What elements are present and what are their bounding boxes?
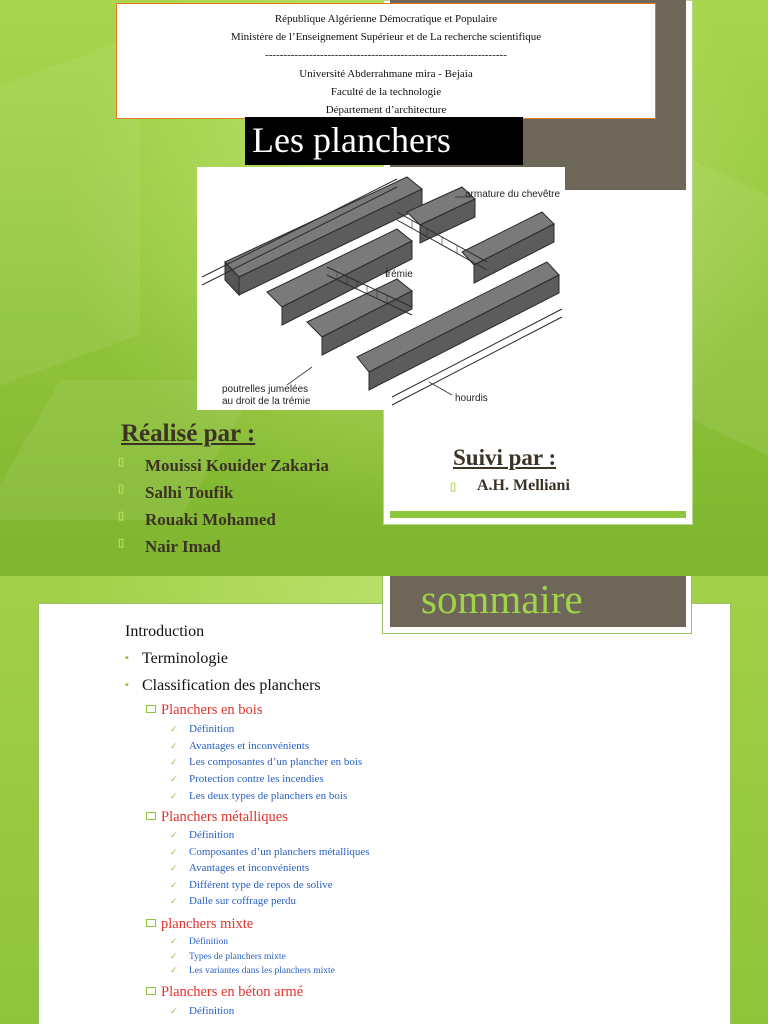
toc-subitem-label: Définition	[189, 723, 235, 735]
toc-subitem	[170, 773, 324, 785]
check-icon: ✓	[170, 936, 178, 946]
author-name: Salhi Toufik	[145, 483, 234, 502]
institution-header	[116, 3, 656, 119]
sommaire-slide	[0, 576, 768, 1024]
box-bullet-icon	[146, 812, 156, 820]
bullet-icon: ▯	[118, 483, 125, 495]
square-bullet-icon: ▪	[125, 679, 129, 691]
toc-subitem-label: Protection contre les incendies	[189, 773, 324, 785]
label-hourdis: hourdis	[455, 393, 488, 404]
header-line-university: Université Abderrahmane mira - Bejaia	[299, 67, 473, 80]
toc-subitem	[170, 829, 234, 841]
toc-planchers-bois	[146, 702, 262, 719]
toc-subitem-label: Types de planchers mixte	[189, 952, 286, 962]
label-armature: armature du chevêtre	[465, 189, 561, 200]
floor-diagram-illustration	[197, 167, 565, 410]
toc-terminologie	[125, 650, 228, 668]
suivi-par-heading: Suivi par :	[453, 445, 557, 470]
toc-section-label: planchers mixte	[161, 916, 254, 932]
realise-par-heading: Réalisé par :	[121, 420, 256, 447]
author-name: Nair Imad	[145, 537, 221, 556]
list-item	[118, 452, 329, 479]
author-name: Mouissi Kouider Zakaria	[145, 456, 329, 475]
toc-subitem-label: Les composantes d’un plancher en bois	[189, 756, 363, 768]
supervisor-item	[450, 477, 570, 497]
toc-subitem-label: Les deux types de planchers en bois	[189, 790, 348, 802]
toc-planchers-metalliques	[146, 809, 288, 826]
bullet-icon: ▯	[118, 456, 125, 468]
toc-subitem	[170, 723, 234, 735]
toc-subitem-label: Définition	[189, 1005, 235, 1017]
check-icon: ✓	[170, 774, 178, 784]
check-icon: ✓	[170, 724, 178, 734]
toc-subitem	[170, 756, 362, 768]
toc-subitem-label: Différent type de repos de solive	[189, 879, 333, 891]
toc-subitem	[170, 862, 309, 874]
supervisor-name: A.H. Melliani	[477, 477, 570, 494]
bullet-icon: ▯	[118, 510, 125, 522]
header-line-department: Département d’architecture	[325, 104, 447, 117]
toc-subitem-label: Les variantes dans les planchers mixte	[189, 966, 335, 976]
list-item	[118, 479, 329, 506]
green-accent-bar	[390, 511, 686, 518]
toc-subitem-label: Avantages et inconvénients	[189, 862, 310, 874]
check-icon: ✓	[170, 896, 178, 906]
check-icon: ✓	[170, 965, 178, 975]
list-item	[118, 533, 329, 560]
toc-section-label: Planchers métalliques	[161, 809, 288, 825]
header-line-separator: ------------------------------------------------------------------	[265, 49, 507, 62]
toc-introduction: Introduction	[125, 623, 205, 640]
toc-subitem	[170, 740, 309, 752]
toc-subitem	[170, 846, 370, 858]
background-facet	[690, 159, 768, 461]
check-icon: ✓	[170, 847, 178, 857]
toc-item-label: Terminologie	[142, 650, 228, 667]
toc-subitem	[170, 951, 286, 962]
toc-subitem	[170, 879, 333, 891]
check-icon: ✓	[170, 741, 178, 751]
check-icon: ✓	[170, 863, 178, 873]
check-icon: ✓	[170, 880, 178, 890]
header-line-faculty: Faculté de la technologie	[330, 85, 442, 98]
sommaire-title: sommaire	[390, 576, 686, 627]
toc-subitem	[170, 790, 347, 802]
square-bullet-icon: ▪	[125, 652, 129, 664]
author-name: Rouaki Mohamed	[145, 510, 276, 529]
box-bullet-icon	[146, 919, 156, 927]
box-bullet-icon	[146, 987, 156, 995]
toc-item-label: Classification des planchers	[142, 677, 321, 694]
toc-subitem-label: Dalle sur coffrage perdu	[189, 895, 296, 907]
bullet-icon: ▯	[118, 537, 125, 549]
toc-subitem	[170, 965, 335, 976]
check-icon: ✓	[170, 830, 178, 840]
toc-planchers-mixte	[146, 916, 253, 933]
check-icon: ✓	[170, 791, 178, 801]
toc-subitem-label: Définition	[189, 937, 229, 947]
bullet-icon: ▯	[450, 481, 457, 493]
toc-subitem-label: Définition	[189, 829, 235, 841]
check-icon: ✓	[170, 757, 178, 767]
toc-subitem	[170, 1005, 234, 1017]
author-list	[118, 452, 329, 560]
toc-section-label: Planchers en bois	[161, 702, 263, 718]
toc-subitem	[170, 895, 296, 907]
header-line-republic: République Algérienne Démocratique et Populaire	[274, 13, 498, 25]
label-poutrelles-2: au droit de la trémie	[222, 396, 311, 407]
toc-section-label: Planchers en béton armé	[161, 984, 304, 1000]
toc-subitem-label: Composantes d’un planchers métalliques	[189, 846, 370, 858]
toc-subitem	[170, 936, 228, 947]
list-item	[118, 506, 329, 533]
box-bullet-icon	[146, 705, 156, 713]
toc-classification	[125, 677, 321, 695]
check-icon: ✓	[170, 951, 178, 961]
header-line-ministry: Ministère de l’Enseignement Supérieur et de La recherche scientifique	[230, 31, 542, 44]
toc-planchers-beton	[146, 984, 303, 1001]
floor-diagram	[197, 167, 565, 410]
check-icon: ✓	[170, 1006, 178, 1016]
label-poutrelles-1: poutrelles jumelées	[222, 384, 309, 395]
label-tremie: trémie	[385, 269, 413, 280]
toc-subitem-label: Avantages et inconvénients	[189, 740, 310, 752]
slide-title: Les planchers	[245, 117, 523, 165]
